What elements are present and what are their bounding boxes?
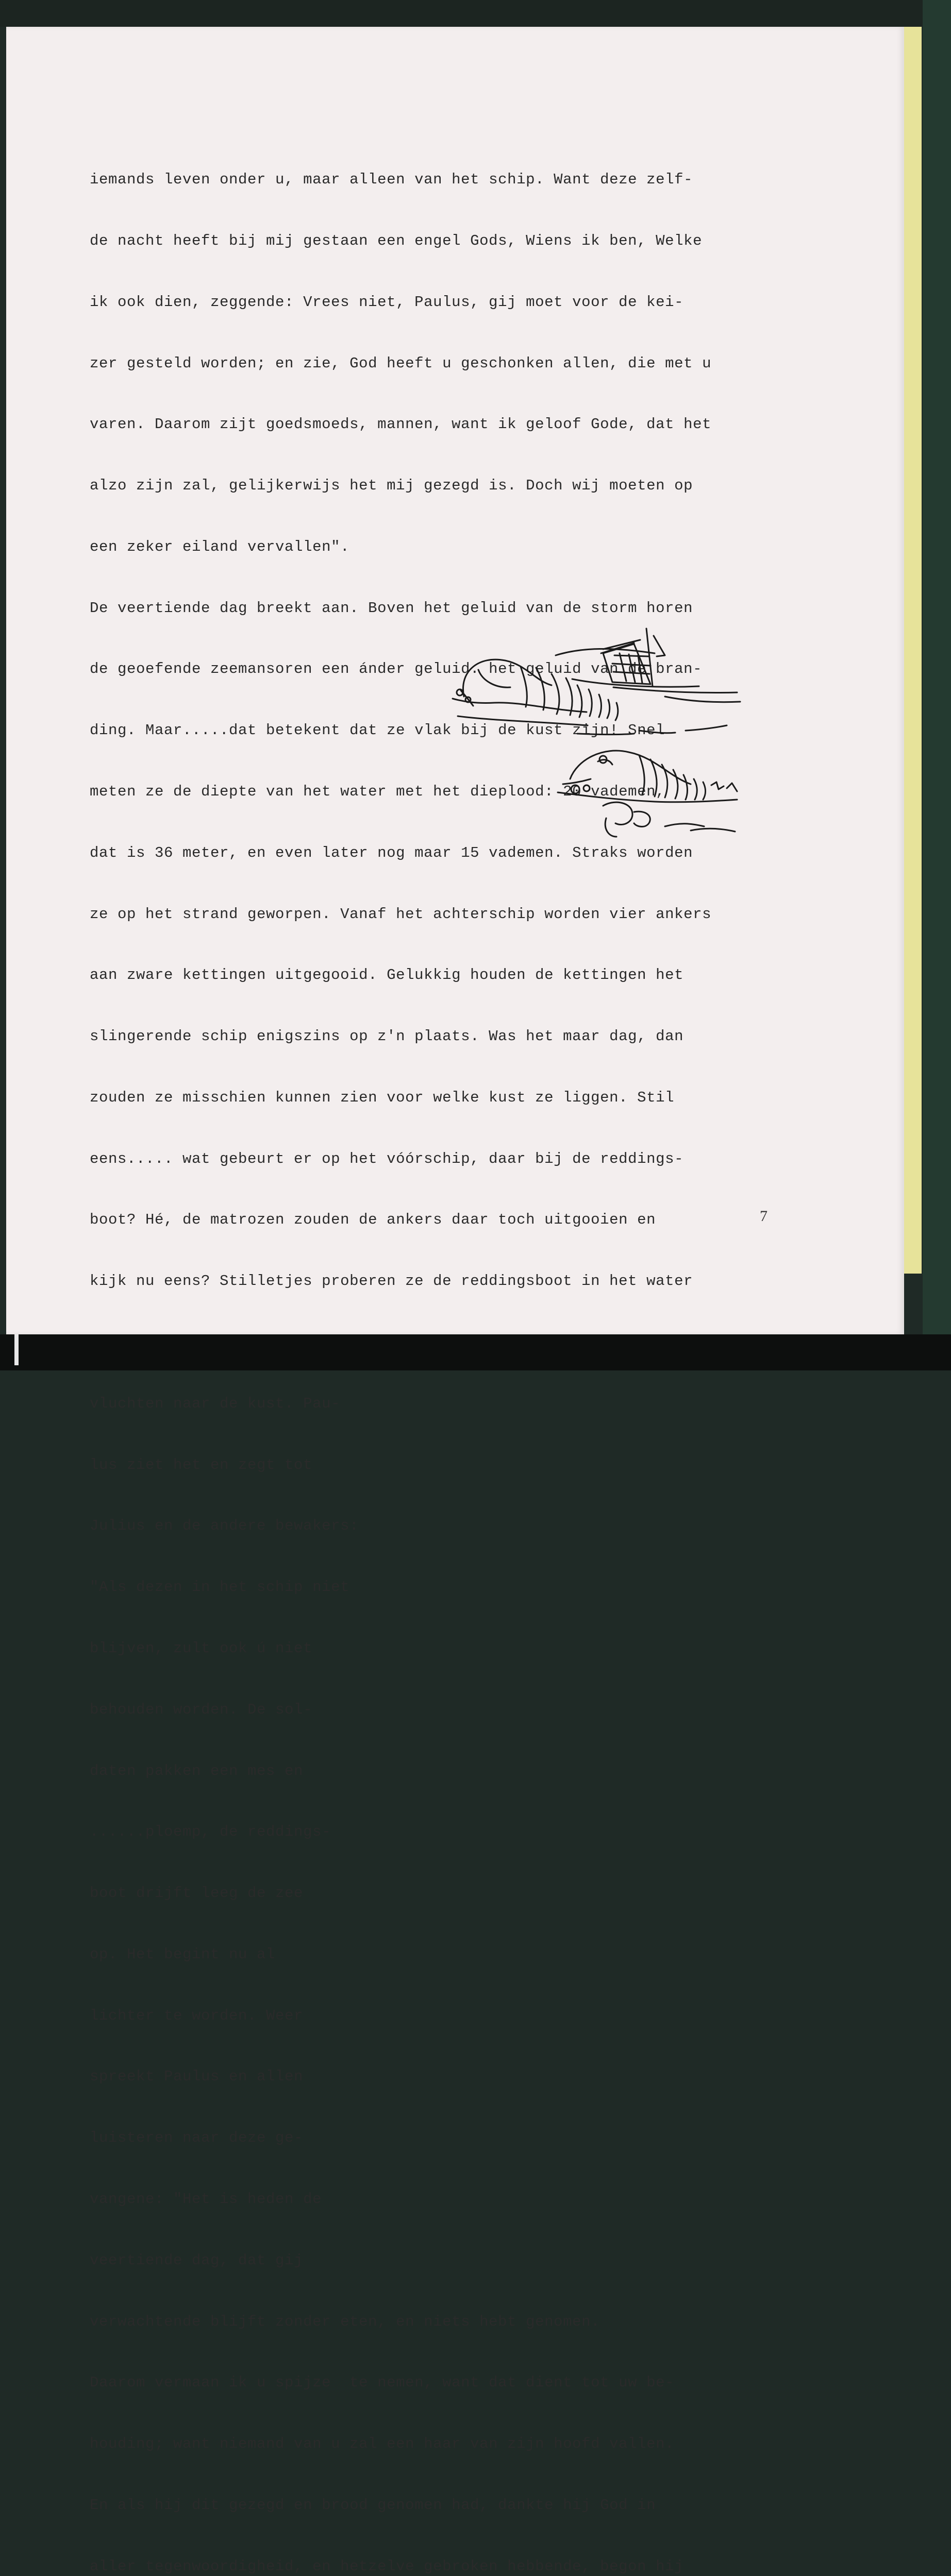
text-line: vangene: "Het is heden de bbox=[90, 2190, 322, 2208]
text-line: eens..... wat gebeurt er op het vóórschip, daar bij de reddings- bbox=[90, 1150, 684, 1167]
text-line: de nacht heeft bij mij gestaan een engel Gods, Wiens ik ben, Welke bbox=[90, 232, 703, 249]
text-line: "Als dezen in het schip niet bbox=[90, 1579, 350, 1596]
text-line: aan zware kettingen uitgegooid. Gelukkig houden de kettingen het bbox=[90, 967, 684, 984]
text-line: spreekt Paulus en allen bbox=[90, 2068, 304, 2086]
text-line: Daarom vermaan ik u spijze te nemen, want dat dient tot uw be- bbox=[90, 2374, 675, 2392]
text-line: vluchten naar de kust. Pau- bbox=[90, 1395, 341, 1412]
text-line: behouden worden. De sol- bbox=[90, 1701, 313, 1718]
text-line: boot drijft leeg de zee bbox=[90, 1885, 304, 1902]
page-edge-strip bbox=[903, 27, 922, 1274]
text-line: meten ze de diepte van het water met het dieplood: 20 vademen, bbox=[90, 783, 665, 800]
text-line: ik ook dien, zeggende: Vrees niet, Paulus, gij moet voor de kei- bbox=[90, 293, 684, 311]
scan-top-border bbox=[0, 0, 951, 27]
text-line: kijk nu eens? Stilletjes proberen ze de reddingsboot in het water bbox=[90, 1273, 693, 1290]
text-line: houding; want niemand van u zal een haar van zijn hoofd vallen. bbox=[90, 2435, 675, 2453]
text-line: slingerende schip enigszins op z'n plaats. Was het maar dag, dan bbox=[90, 1028, 684, 1045]
text-line: dat is 36 meter, en even later nog maar 15 vademen. Straks worden bbox=[90, 844, 693, 861]
text-line: op. Het begint nu al bbox=[90, 1945, 276, 1963]
shipwreck-sketch bbox=[448, 624, 799, 841]
text-line: luisteren naar deze ge- bbox=[90, 2129, 304, 2147]
text-line: varen. Daarom zijt goedsmoeds, mannen, want ik geloof Gode, dat het bbox=[90, 416, 712, 433]
text-line: iemands leven onder u, maar alleen van het schip. Want deze zelf- bbox=[90, 171, 693, 189]
book-cover-edge bbox=[923, 0, 951, 1370]
text-line: verwachtende blijft zonder eten, en niets hebt genomen. bbox=[90, 2313, 600, 2330]
text-line: veertiende dag, dat gij bbox=[90, 2251, 304, 2269]
text-line: lus ziet het en zegt tot bbox=[90, 1456, 313, 1473]
text-line: lichter te worden. Weer bbox=[90, 2007, 304, 2024]
text-line: En als hij dit gezegd en brood genomen had, dankte hij God in bbox=[90, 2496, 656, 2514]
text-line: de geoefende zeemansoren een ánder geluid. het geluid van de bran- bbox=[90, 660, 703, 678]
text-line: zouden ze misschien kunnen zien voor welke kust ze liggen. Stil bbox=[90, 1089, 675, 1106]
text-line: ......ploemp, de reddings- bbox=[90, 1823, 331, 1841]
text-line: alzo zijn zal, gelijkerwijs het mij gezegd is. Doch wij moeten op bbox=[90, 477, 693, 495]
text-line: ding. Maar.....dat betekent dat ze vlak bij de kust zijn! Snel bbox=[90, 722, 665, 739]
scan-edge-mark bbox=[14, 1334, 19, 1365]
book-page bbox=[6, 27, 904, 2575]
scan-bottom-border bbox=[0, 1334, 951, 1370]
text-line: blijven, zult ook ú niet bbox=[90, 1639, 313, 1657]
text-line: zer gesteld worden; en zie, God heeft u geschonken allen, die met u bbox=[90, 354, 712, 372]
text-line: De veertiende dag breekt aan. Boven het geluid van de storm horen bbox=[90, 599, 693, 617]
text-line: ze op het strand geworpen. Vanaf het achterschip worden vier ankers bbox=[90, 905, 712, 923]
text-line: boot? Hé, de matrozen zouden de ankers daar toch uitgooien en bbox=[90, 1211, 656, 1229]
text-line: Julius en de andere bewakers: bbox=[90, 1517, 359, 1535]
text-line: een zeker eiland vervallen". bbox=[90, 538, 350, 555]
page-number: 7 bbox=[760, 1208, 768, 1225]
text-line: daten pakken een mes en bbox=[90, 1762, 304, 1780]
text-line: aller tegenwoordigheid, en hetzelve gebroken hebbende, begon hij bbox=[90, 2557, 684, 2575]
